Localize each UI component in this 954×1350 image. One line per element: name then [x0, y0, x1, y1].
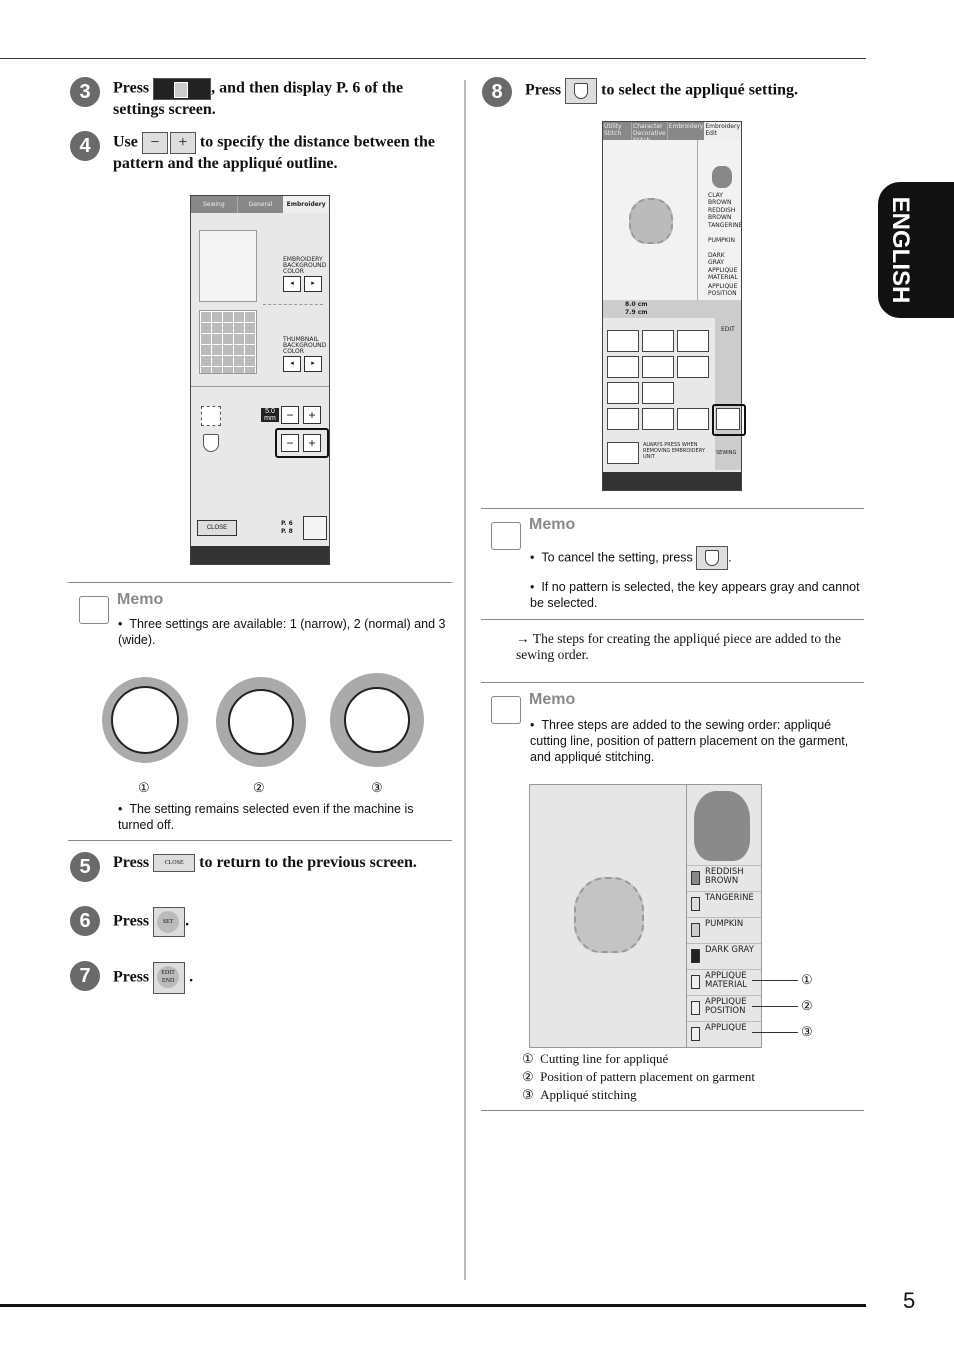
arrow-symbol: → — [516, 631, 530, 646]
page-arrows-button[interactable] — [303, 516, 327, 540]
color-row-applique-position[interactable] — [687, 995, 761, 1021]
color-label-6: APPLIQUE POSITION — [705, 997, 747, 1016]
memo-right-1-bullet-1: • To cancel the setting, press . — [530, 546, 860, 570]
memory-key[interactable] — [642, 382, 674, 404]
width-wide-inner — [344, 687, 410, 753]
callout-3: ③ — [801, 1024, 813, 1039]
legend-num-3: ③ — [522, 1087, 534, 1102]
step-4-text — [113, 132, 453, 174]
circle-label-3: ③ — [371, 780, 383, 795]
color-clay-brown[interactable]: CLAY BROWN — [708, 192, 732, 206]
page-indicator-1: P. 6 — [281, 520, 293, 527]
color-row-tangerine[interactable] — [687, 891, 761, 917]
color-label-4: DARK GRAY — [705, 945, 754, 955]
shield-icon — [705, 550, 719, 566]
outline-icon — [201, 406, 221, 426]
font-key[interactable] — [677, 356, 709, 378]
callout-2: ② — [801, 998, 813, 1013]
circle-label-2: ② — [253, 780, 265, 795]
color-pumpkin[interactable]: PUMPKIN — [708, 237, 735, 244]
color-applique-material[interactable]: APPLIQUE MATERIAL — [708, 267, 738, 281]
shield-icon — [203, 434, 219, 452]
width-narrow-circle — [102, 677, 188, 763]
settings-icon — [174, 82, 188, 98]
step-7-pre: Press — [113, 968, 150, 986]
page-number: 5 — [903, 1288, 916, 1313]
sewing-order-illustration — [529, 784, 762, 1048]
key-row-1 — [607, 330, 709, 352]
legend-text-1: Cutting line for appliqué — [540, 1051, 669, 1066]
bear-pattern-image — [629, 198, 673, 244]
thumb-bg-label-2: BACKGROUND — [283, 342, 327, 349]
close-button-screen[interactable]: CLOSE — [197, 520, 237, 536]
memo-left-title: Memo — [117, 591, 164, 608]
edit-bottom-bar — [603, 472, 741, 490]
edit-label: EDIT — [721, 326, 735, 333]
step-8-pre: Press — [525, 81, 562, 99]
key-row-3 — [607, 382, 674, 404]
step-4-post: to specify the distance between the pattern and the appliqué outline. — [113, 133, 435, 172]
edit-end-button[interactable] — [153, 962, 185, 994]
step-number-3: 3 — [70, 77, 100, 107]
spool-icon — [691, 975, 700, 989]
step-number-8: 8 — [482, 77, 512, 107]
column-divider — [464, 80, 466, 1280]
step-5-text — [113, 853, 453, 873]
color-row-applique-material[interactable] — [687, 969, 761, 995]
top-rule — [0, 58, 866, 59]
memo-right-1-title: Memo — [529, 516, 576, 533]
legend-item-1 — [522, 1050, 668, 1067]
language-tab-label: ENGLISH — [887, 196, 914, 304]
legend-item-2 — [522, 1068, 755, 1085]
edit-tabs — [603, 122, 741, 140]
bottom-rule — [0, 1304, 866, 1307]
width-normal-inner — [228, 689, 294, 755]
color-row-pumpkin[interactable] — [687, 917, 761, 943]
memo-left-bullet-2: • The setting remains selected even if the machine is turned off. — [118, 802, 414, 832]
pc-key[interactable] — [677, 408, 709, 430]
tab-embroidery[interactable]: Embroidery — [667, 122, 705, 140]
size-width: 8.0 cm — [625, 301, 648, 308]
emb-bg-label-1: EMBROIDERY — [283, 256, 323, 263]
set-button-label: SET — [157, 911, 179, 933]
color-tangerine[interactable]: TANGERINE — [708, 222, 743, 229]
size-height: 7.9 cm — [625, 309, 648, 316]
memo-right-2-title: Memo — [529, 691, 576, 708]
width-narrow-inner — [111, 686, 179, 754]
color-row-reddish-brown[interactable] — [687, 865, 761, 891]
memo-right-2-top-rule — [481, 682, 864, 683]
spool-icon — [691, 897, 700, 911]
memo-right-1-bullet-1-text: To cancel the setting, press — [541, 550, 693, 565]
step-number-5: 5 — [70, 852, 100, 882]
distance-plus-button[interactable]: + — [303, 406, 321, 424]
thumb-bg-left-button[interactable]: ◂ — [283, 356, 301, 372]
edit-key-grid — [607, 326, 711, 476]
key-row-4 — [607, 408, 709, 430]
edit-side-panel — [715, 318, 741, 470]
memo-right-2-bottom-rule — [481, 1110, 864, 1111]
settings-tabs — [191, 196, 329, 213]
edit-end-label-2: END — [161, 978, 175, 984]
settings-bottom-bar — [191, 546, 329, 564]
legend-num-2: ② — [522, 1069, 534, 1084]
memo-pencil-icon — [491, 522, 521, 550]
memo-right-1-bullet-1-post: . — [728, 550, 732, 565]
callout-leader-1 — [752, 980, 798, 981]
step-7-text — [113, 962, 453, 994]
step-number-7: 7 — [70, 961, 100, 991]
sewing-key[interactable]: SEWING — [716, 450, 737, 456]
memo-right-1-top-rule — [481, 508, 864, 509]
step-number-6: 6 — [70, 906, 100, 936]
memo-left-bullet-1: • Three settings are available: 1 (narrow), 2 (normal) and 3 (wide). — [118, 617, 446, 647]
color-label-3: PUMPKIN — [705, 919, 744, 929]
spool-icon — [691, 1027, 700, 1041]
applique-key-highlight — [712, 404, 746, 436]
edit-color-list — [698, 140, 741, 300]
tab-embroidery-edit[interactable]: Embroidery Edit — [704, 122, 741, 140]
distance-value — [261, 408, 279, 422]
pocket-key[interactable] — [607, 408, 639, 430]
repeat-key[interactable] — [642, 330, 674, 352]
emb-bg-label-2: BACKGROUND — [283, 262, 327, 269]
legend-num-1: ① — [522, 1051, 534, 1066]
applique-minus-button[interactable]: − — [281, 434, 299, 452]
step-3-text — [113, 78, 453, 120]
remove-unit-note: ALWAYS PRESS WHEN REMOVING EMBROIDERY UNIT — [643, 442, 705, 460]
tab-sewing[interactable]: Sewing — [202, 201, 225, 208]
step-8-post: to select the appliqué setting. — [601, 81, 799, 99]
callout-leader-3 — [752, 1032, 798, 1033]
step-3-post: , and then display P. 6 of the settings screen. — [113, 79, 404, 118]
applique-cancel-key[interactable] — [696, 546, 728, 570]
color-applique-position[interactable]: APPLIQUE POSITION — [708, 283, 738, 297]
thumb-bg-label-1: THUMBNAIL — [283, 336, 319, 343]
usb-key[interactable] — [642, 408, 674, 430]
distance-unit-text: mm — [264, 415, 276, 422]
distance-minus-button[interactable]: − — [281, 406, 299, 424]
edit-end-label-1: EDIT — [161, 970, 175, 976]
edit-pattern-area — [603, 140, 698, 300]
close-button[interactable]: CLOSE — [153, 854, 195, 872]
arrow-note — [516, 631, 861, 663]
spool-icon — [691, 1001, 700, 1015]
legend-item-3 — [522, 1086, 637, 1103]
bear-applique-image — [574, 877, 644, 953]
plus-key[interactable]: + — [170, 132, 196, 154]
step-8-text — [525, 78, 865, 104]
spool-icon — [691, 871, 700, 885]
step-number-4: 4 — [70, 131, 100, 161]
memo-left-bullet-1-text: Three settings are available: 1 (narrow), 2 (normal) and 3 (wide). — [118, 617, 446, 647]
settings-key-button[interactable] — [153, 78, 211, 100]
legend-text-2: Position of pattern placement on garment — [540, 1069, 755, 1084]
key-row-2 — [607, 356, 709, 378]
flip-key[interactable] — [607, 330, 639, 352]
border-key[interactable] — [607, 382, 639, 404]
color-row-applique[interactable] — [687, 1021, 761, 1047]
color-label-7: APPLIQUE — [705, 1023, 747, 1033]
step-7-post: . — [189, 968, 194, 986]
color-dark-gray[interactable]: DARK GRAY — [708, 252, 725, 266]
set-button[interactable] — [153, 907, 185, 937]
tab-general[interactable]: General — [237, 196, 284, 213]
step-3-pre: Press — [113, 79, 150, 97]
circle-label-1: ① — [138, 780, 150, 795]
spool-icon — [691, 949, 700, 963]
step-5-post: to return to the previous screen. — [199, 854, 417, 871]
remove-unit-key[interactable] — [607, 442, 639, 464]
thumb-bg-label-3: COLOR — [283, 348, 304, 355]
memo-pencil-icon — [491, 696, 521, 724]
memo-right-2-bullet-1-text: Three steps are added to the sewing order: appliqué cutting line, position of pattern placement on the garment, and appliqué stitching. — [530, 718, 849, 764]
memo-left-bullet-2-text: The setting remains selected even if the machine is turned off. — [118, 802, 414, 832]
color-label-2: TANGERINE — [705, 893, 754, 903]
thumbnail-preview — [199, 310, 257, 374]
emb-bg-label-3: COLOR — [283, 268, 304, 275]
memo-left-bottom-rule — [68, 840, 452, 841]
memo-right-2-bullet-1: • Three steps are added to the sewing order: appliqué cutting line, position of pattern placement on the garment, and appliqué stitching. — [530, 718, 849, 764]
divider-dashed — [263, 304, 323, 305]
step-6-text — [113, 907, 453, 937]
color-list — [687, 865, 761, 1047]
color-label-5: APPLIQUE MATERIAL — [705, 971, 748, 990]
settings-separator — [191, 386, 329, 387]
legend-text-3: Appliqué stitching — [540, 1087, 637, 1102]
char-spacing-key[interactable] — [642, 356, 674, 378]
memo-pencil-icon — [79, 596, 109, 624]
callout-leader-2 — [752, 1006, 798, 1007]
step-6-post: . — [185, 912, 190, 930]
applique-key[interactable] — [565, 78, 597, 104]
memo-right-1-bullet-2: • If no pattern is selected, the key appears gray and cannot be selected. — [530, 580, 860, 610]
color-row-dark-gray[interactable] — [687, 943, 761, 969]
step-5-pre: Press — [113, 854, 150, 871]
arrow-note-text: The steps for creating the appliqué piece are added to the sewing order. — [516, 631, 841, 662]
language-tab — [878, 182, 954, 318]
bear-thumbnail — [694, 791, 750, 861]
minus-key[interactable]: − — [142, 132, 168, 154]
settings-screen — [190, 195, 330, 565]
emb-bg-right-button[interactable]: ▸ — [304, 276, 322, 292]
size-readout — [603, 300, 741, 318]
step-6-pre: Press — [113, 912, 150, 930]
embroidery-preview — [199, 230, 257, 302]
color-list-bear-thumb — [712, 166, 732, 188]
step-4-pre: Use — [113, 133, 138, 151]
tab-embroidery[interactable]: Embroidery — [283, 196, 329, 213]
memo-left-top-rule — [68, 582, 452, 583]
multi-key[interactable] — [677, 330, 709, 352]
width-normal-circle — [216, 677, 306, 767]
edit-end-label — [157, 966, 179, 988]
emb-bg-left-button[interactable]: ◂ — [283, 276, 301, 292]
memo-right-1-bullet-2-text: If no pattern is selected, the key appears gray and cannot be selected. — [530, 580, 860, 610]
shield-icon — [574, 83, 588, 99]
callout-1: ① — [801, 972, 813, 987]
density-key[interactable] — [607, 356, 639, 378]
width-wide-circle — [330, 673, 424, 767]
spool-icon — [691, 923, 700, 937]
color-reddish-brown[interactable]: REDDISH BROWN — [708, 207, 736, 221]
color-label-1: REDDISH BROWN — [705, 867, 744, 886]
distance-value-text: 5.0 — [265, 408, 275, 415]
embroidery-edit-screen — [602, 121, 742, 491]
memo-right-1-bottom-rule — [481, 619, 864, 620]
pattern-area — [530, 785, 687, 1047]
applique-plus-button[interactable]: + — [303, 434, 321, 452]
tab-utility-stitch[interactable]: Utility Stitch — [604, 123, 622, 137]
thumb-bg-right-button[interactable]: ▸ — [304, 356, 322, 372]
page-indicator-2: P. 8 — [281, 528, 293, 535]
tab-character-stitch[interactable]: Character Decorative — [631, 122, 667, 140]
